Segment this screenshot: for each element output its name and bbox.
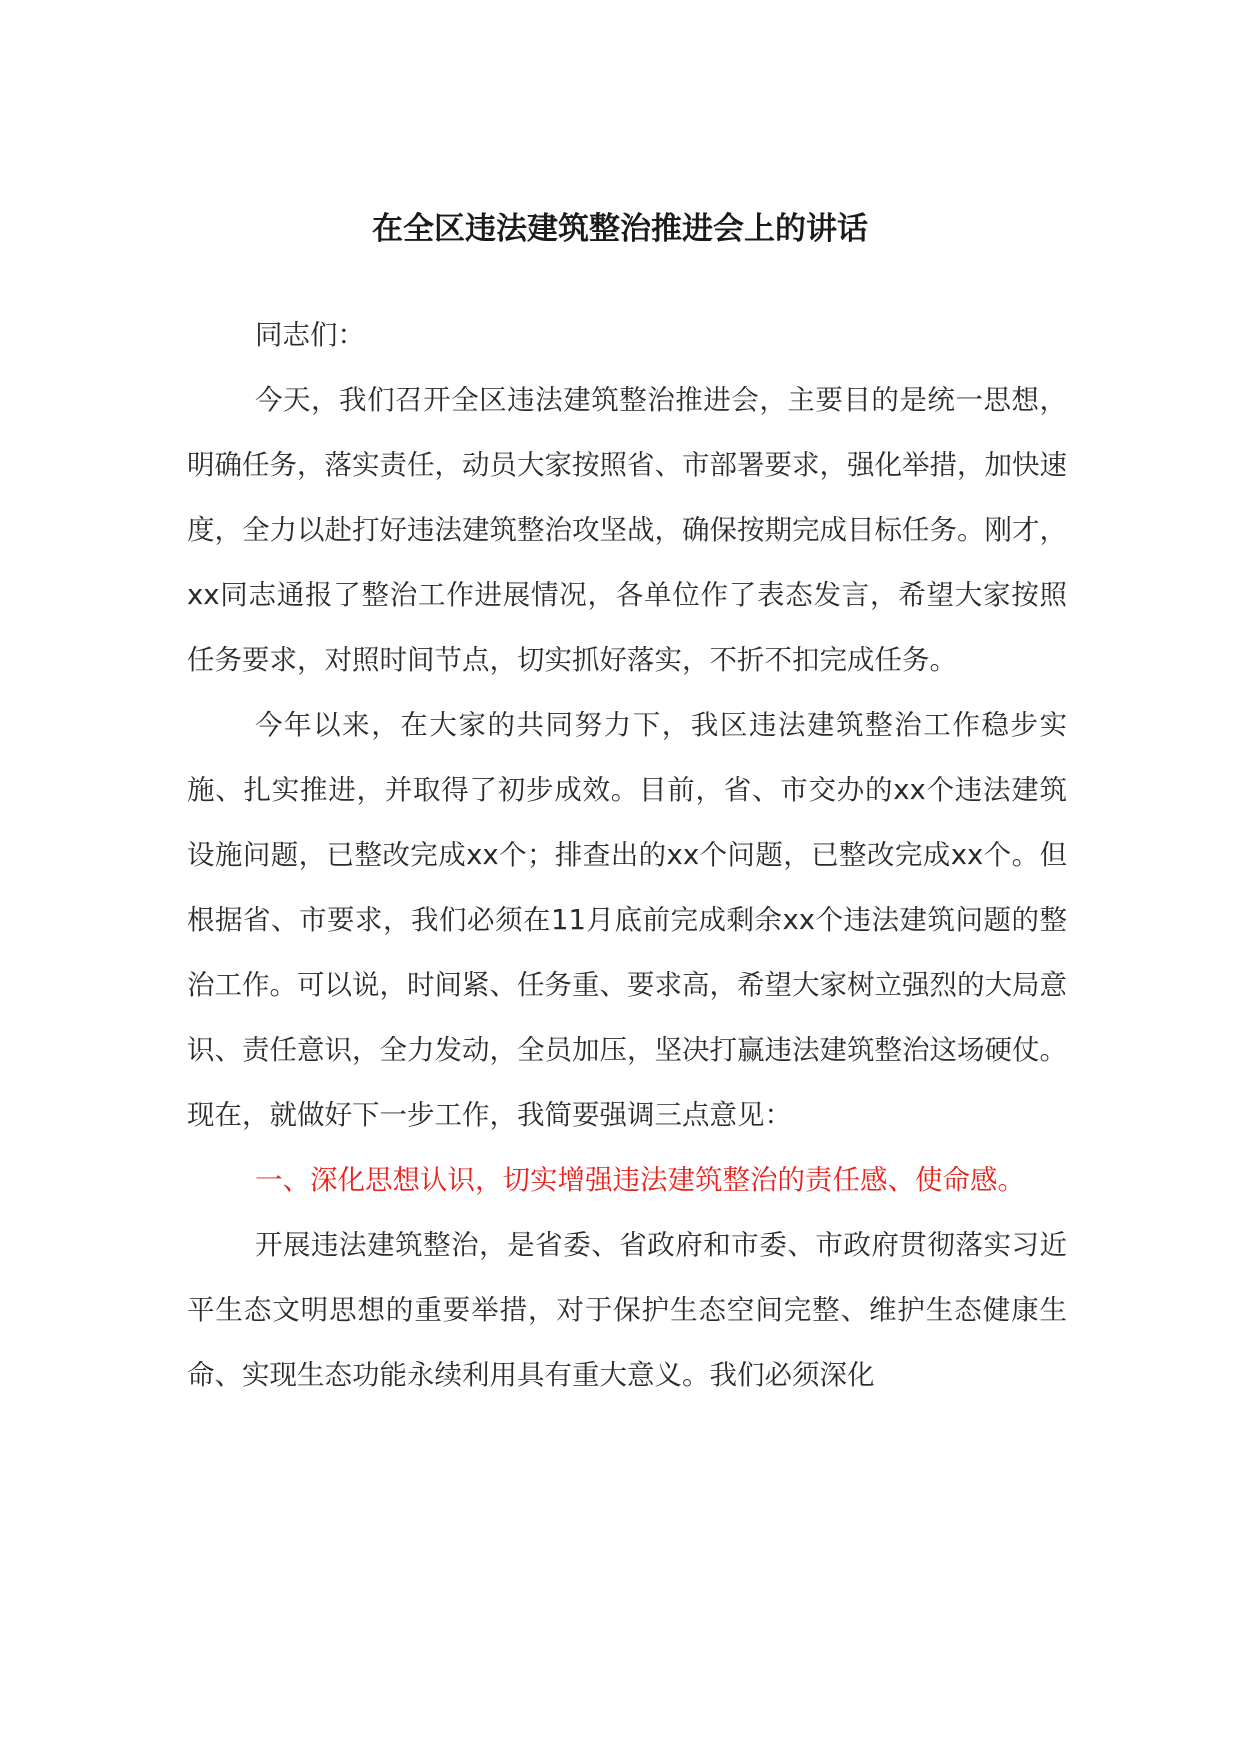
document-body	[187, 303, 1067, 1408]
paragraph-opening: 今天，我们召开全区违法建筑整治推进会，主要目的是统一思想，明确任务，落实责任，动员大家按照省、市部署要求，强化举措，加快速度，全力以赴打好违法建筑整治攻坚战，确保按期完成目标任务。刚才，xx同志通报了整治工作进展情况，各单位作了表态发言，希望大家按照任务要求，对照时间节点，切实抓好落实，不折不扣完成任务。	[187, 384, 1067, 676]
paragraph-progress: 今年以来，在大家的共同努力下，我区违法建筑整治工作稳步实施、扎实推进，并取得了初步成效。目前，省、市交办的xx个违法建筑设施问题，已整改完成xx个；排查出的xx个问题，已整改完成xx个。但根据省、市要求，我们必须在11月底前完成剩余xx个违法建筑问题的整治工作。可以说，时间紧、任务重、要求高，希望大家树立强烈的大局意识、责任意识，全力发动，全员加压，坚决打赢违法建筑整治这场硬仗。现在，就做好下一步工作，我简要强调三点意见：	[187, 709, 1067, 1131]
section-1-paragraph: 开展违法建筑整治，是省委、省政府和市委、市政府贯彻落实习近平生态文明思想的重要举措，对于保护生态空间完整、维护生态健康生命、实现生态功能永续利用具有重大意义。我们必须深化	[187, 1229, 1067, 1391]
section-heading-1: 一、深化思想认识，切实增强违法建筑整治的责任感、使命感。	[255, 1164, 1025, 1196]
salutation: 同志们：	[255, 319, 365, 351]
document-title: 在全区违法建筑整治推进会上的讲话	[372, 211, 868, 247]
